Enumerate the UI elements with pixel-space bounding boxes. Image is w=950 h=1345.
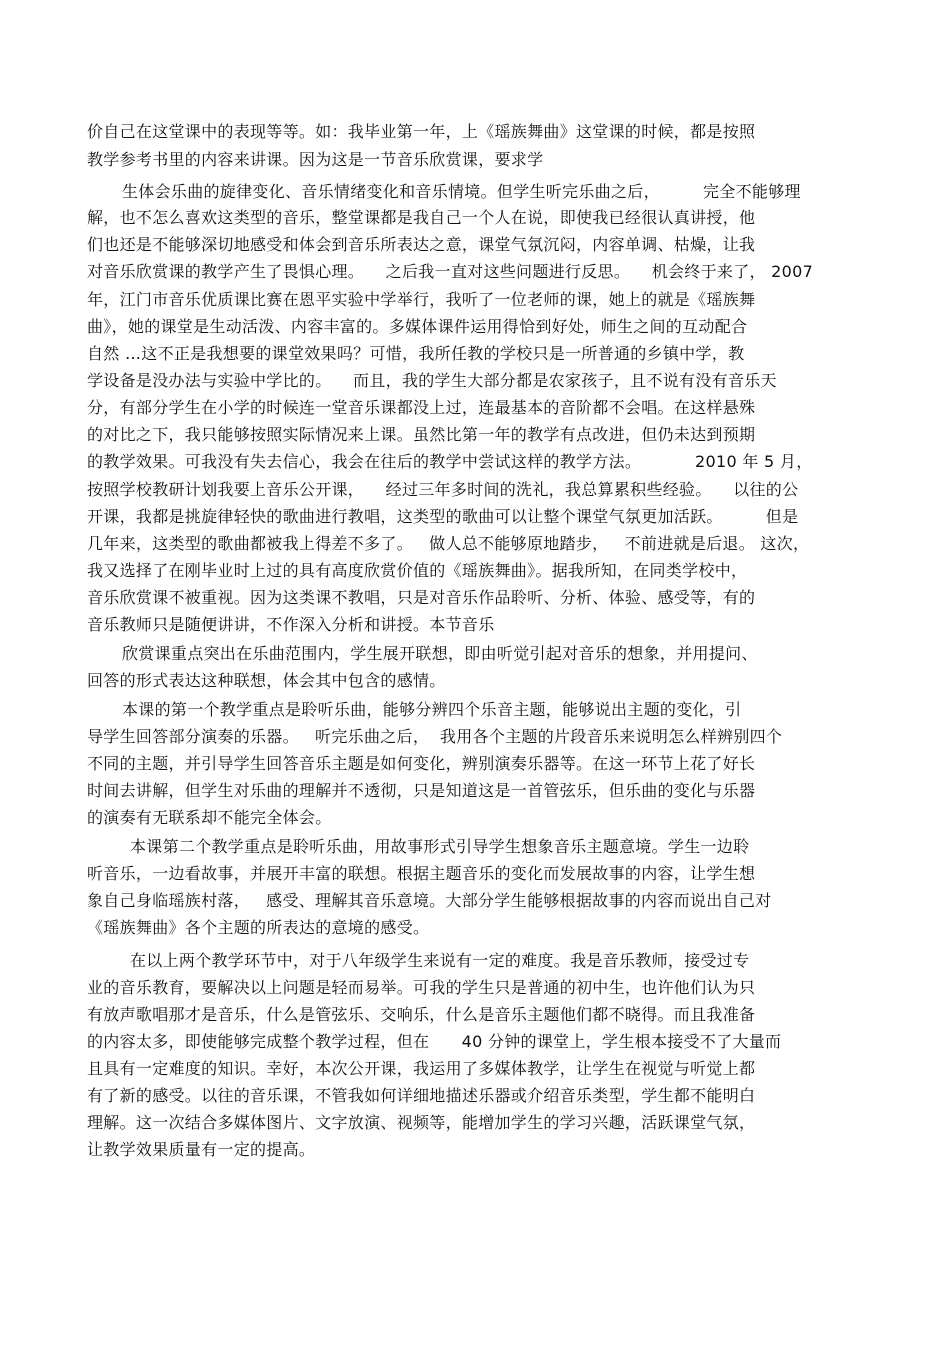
text-line: 音乐教师只是随便讲讲，不作深入分析和讲授。本节音乐: [87, 615, 495, 634]
text-line: 本课的第一个教学重点是聆听乐曲，能够分辨四个乐音主题，能够说出主题的变化，引: [122, 700, 742, 719]
text-line: 价自己在这堂课中的表现等等。如：我毕业第一年，上《瑶族舞曲》这堂课的时候，都是按照: [87, 122, 756, 141]
text-line: 的演奏有无联系却不能完全体会。: [87, 808, 332, 827]
text-line: 我又选择了在刚毕业时上过的具有高度欣赏价值的《瑶族舞曲》。据我所知，在同类学校中，: [87, 561, 748, 580]
text-line: 按照学校教研计划我要上音乐公开课， 经过三年多时间的洗礼，我总算累积些经验。 以往的公: [87, 480, 799, 499]
text-line: 的教学效果。可我没有失去信心，我会在往后的教学中尝试这样的教学方法。 2010 年 5 月，: [87, 452, 813, 471]
text-line: 理解。这一次结合多媒体图片、文字放演、视频等，能增加学生的学习兴趣，活跃课堂气氛，: [87, 1113, 756, 1132]
text-line: 听音乐，一边看故事，并展开丰富的联想。根据主题音乐的变化而发展故事的内容，让学生想: [87, 864, 756, 883]
text-line: 曲》，她的课堂是生动活泼、内容丰富的。多媒体课件运用得恰到好处，师生之间的互动配合: [87, 317, 748, 336]
text-line: 有了新的感受。以往的音乐课，不管我如何详细地描述乐器或介绍音乐类型，学生都不能明白: [87, 1086, 756, 1105]
text-line: 对音乐欣赏课的教学产生了畏惧心理。 之后我一直对这些问题进行反思。 机会终于来了， 2007: [87, 262, 814, 281]
text-line: 生体会乐曲的旋律变化、音乐情绪变化和音乐情境。但学生听完乐曲之后， 完全不能够理: [122, 182, 801, 201]
text-line: 几年来，这类型的歌曲都被我上得差不多了。 做人总不能够原地踏步， 不前进就是后退。 这次，: [87, 534, 810, 553]
text-line: 解，也不怎么喜欢这类型的音乐，整堂课都是我自己一个人在说，即使我已经很认真讲授，他: [87, 208, 756, 227]
text-line: 开课，我都是挑旋律轻快的歌曲进行教唱，这类型的歌曲可以让整个课堂气氛更加活跃。 但是: [87, 507, 799, 526]
text-line: 欣赏课重点突出在乐曲范围内，学生展开联想，即由听觉引起对音乐的想象，并用提问、: [122, 644, 758, 663]
text-line: 本课第二个教学重点是聆听乐曲，用故事形式引导学生想象音乐主题意境。学生一边聆: [130, 837, 750, 856]
text-line: 学设备是没办法与实验中学比的。 而且，我的学生大部分都是农家孩子，且不说有没有音乐天: [87, 371, 777, 390]
text-line: 们也还是不能够深切地感受和体会到音乐所表达之意，课堂气氛沉闷，内容单调、枯燥，让我: [87, 235, 756, 254]
text-line: 象自己身临瑶族村落， 感受、理解其音乐意境。大部分学生能够根据故事的内容而说出自己对: [87, 891, 772, 910]
text-line: 分，有部分学生在小学的时候连一堂音乐课都没上过，连最基本的音阶都不会唱。在这样悬殊: [87, 398, 756, 417]
text-line: 音乐欣赏课不被重视。因为这类课不教唱，只是对音乐作品聆听、分析、体验、感受等，有的: [87, 588, 756, 607]
text-line: 在以上两个教学环节中，对于八年级学生来说有一定的难度。我是音乐教师，接受过专: [130, 951, 750, 970]
text-line: 有放声歌唱那才是音乐，什么是管弦乐、交响乐，什么是音乐主题他们都不晓得。而且我准备: [87, 1005, 756, 1024]
text-line: 业的音乐教育，要解决以上问题是轻而易举。可我的学生只是普通的初中生，也许他们认为只: [87, 978, 756, 997]
text-line: 的内容太多，即使能够完成整个教学过程，但在 40 分钟的课堂上，学生根本接受不了大量而: [87, 1032, 782, 1051]
text-line: 时间去讲解，但学生对乐曲的理解并不透彻，只是知道这是一首管弦乐，但乐曲的变化与乐器: [87, 781, 756, 800]
text-line: 让教学效果质量有一定的提高。: [87, 1140, 316, 1159]
text-line: 不同的主题，并引导学生回答音乐主题是如何变化，辨别演奏乐器等。在这一环节上花了好长: [87, 754, 756, 773]
text-line: 《瑶族舞曲》各个主题的所表达的意境的感受。: [87, 918, 430, 937]
text-line: 且具有一定难度的知识。幸好，本次公开课，我运用了多媒体教学，让学生在视觉与听觉上都: [87, 1059, 756, 1078]
text-line: 自然 …这不正是我想要的课堂效果吗？可惜，我所任教的学校只是一所普通的乡镇中学，教: [87, 344, 745, 363]
text-line: 教学参考书里的内容来讲课。因为这是一节音乐欣赏课，要求学: [87, 150, 544, 169]
text-line: 年，江门市音乐优质课比赛在恩平实验中学举行，我听了一位老师的课，她上的就是《瑶族舞: [87, 290, 756, 309]
text-line: 回答的形式表达这种联想，体会其中包含的感情。: [87, 671, 446, 690]
text-line: 导学生回答部分演奏的乐器。 听完乐曲之后， 我用各个主题的片段音乐来说明怎么样辨别四个: [87, 727, 783, 746]
text-line: 的对比之下，我只能够按照实际情况来上课。虽然比第一年的教学有点改进，但仍未达到预期: [87, 425, 756, 444]
